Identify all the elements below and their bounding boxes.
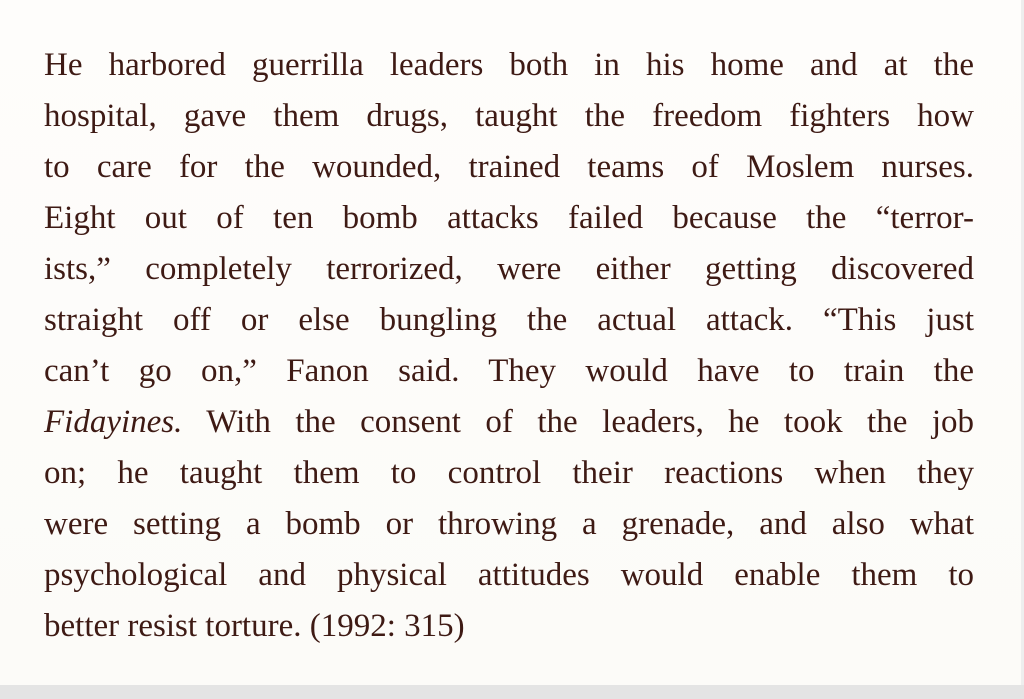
passage-line-2: hospital, gave them drugs, taught the freedom fighters how [44, 98, 974, 134]
passage-line-12-citation: better resist torture. (1992: 315) [44, 608, 465, 644]
passage-line-1: He harbored guerrilla leaders both in his home and at the [44, 47, 974, 83]
passage-line-6: straight off or else bungling the actual attack. “This just [44, 302, 974, 338]
passage-line-10: were setting a bomb or throwing a grenade, and also what [44, 506, 974, 542]
passage-line-11: psychological and physical attitudes would enable them to [44, 557, 974, 593]
passage-line-5: ists,” completely terrorized, were either getting discovered [44, 251, 974, 287]
italic-word-fidayines: Fidayines. [44, 404, 183, 440]
quoted-passage [44, 40, 974, 652]
passage-line-3: to care for the wounded, trained teams of Moslem nurses. [44, 149, 974, 185]
passage-line-9: on; he taught them to control their reactions when they [44, 455, 974, 491]
passage-line-7: can’t go on,” Fanon said. They would have to train the [44, 353, 974, 389]
passage-line-8-rest: With the consent of the leaders, he took the job [182, 404, 974, 440]
bottom-edge-strip [0, 685, 1024, 699]
passage-line-4: Eight out of ten bomb attacks failed because the “terror- [44, 200, 974, 236]
passage-line-8 [44, 397, 974, 448]
